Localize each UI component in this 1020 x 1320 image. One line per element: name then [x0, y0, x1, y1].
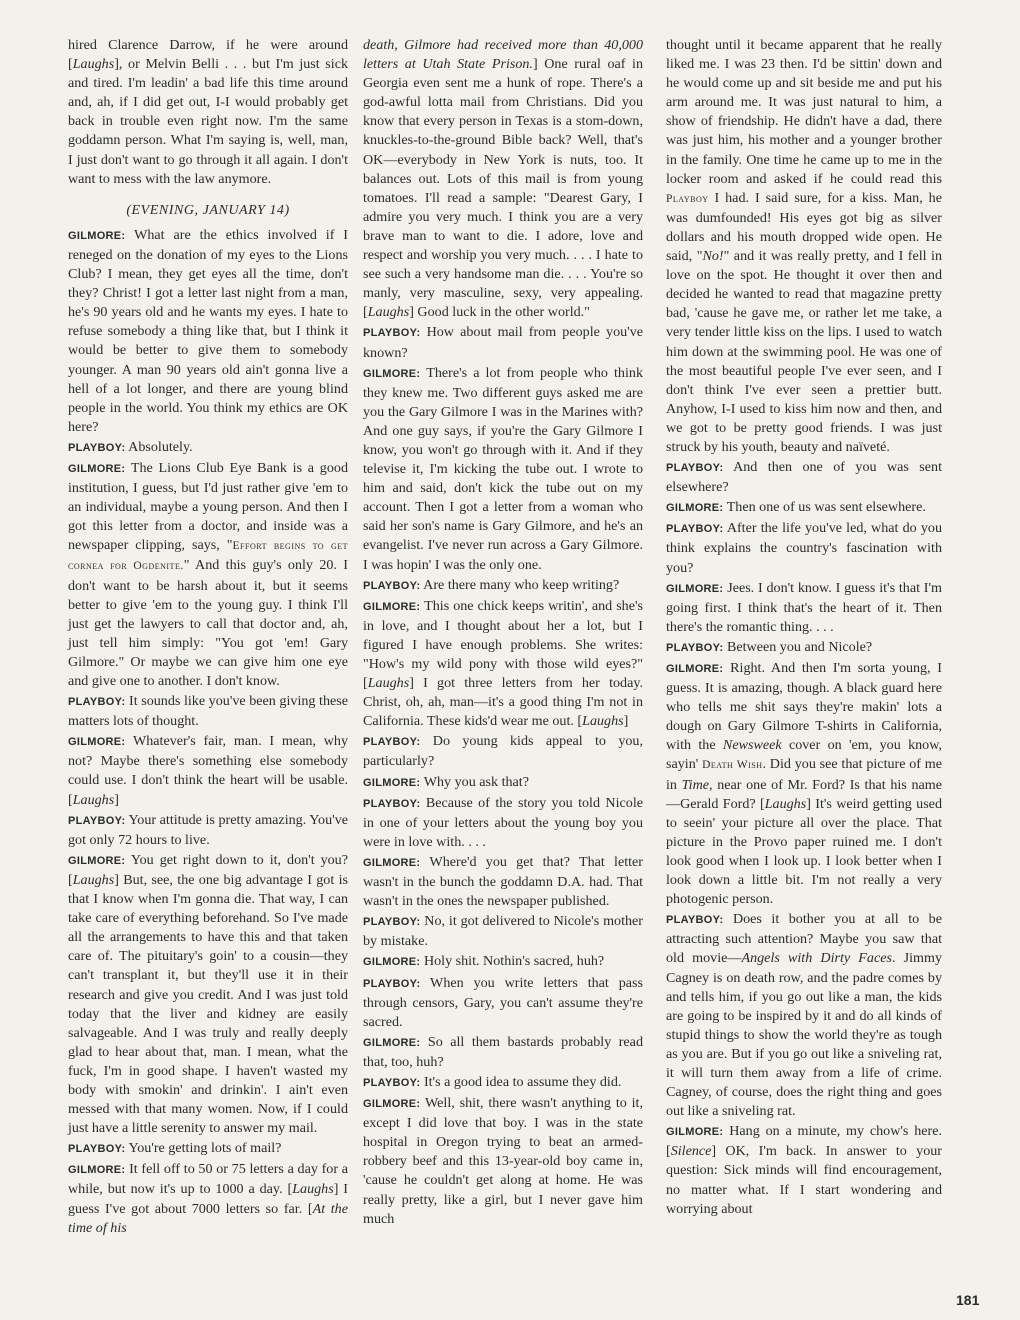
speaker-label: GILMORE:: [666, 1126, 724, 1139]
paragraph: PLAYBOY: And then one of you was sent elsewhere?: [666, 459, 943, 496]
speaker-label: PLAYBOY:: [363, 977, 421, 990]
paragraph: death, Gilmore had received more than 40,000 letters at Utah State Prison.] One rural oaf in Georgia even sent me a hunk of rope. There's a god-awful lotta mail from Christians. Did you know that every person in Texas is a stom-down, knuckles-to-the-ground Bible back? Well, that's OK—everybody in New York is nuts, too. It balances out. Lots of this mail is from young tomatoes. I'll read a sample: "Dearest Gary, I admire you very much. I think you are a very brave man to want to die. I adore, love and respect and worship you very much. . . . I hate to see such a very handsome man die. . . . You're so manly, very masculine, sexy, very appealing. [Laughs] Good luck in the other world.": [363, 37, 643, 321]
paragraph: PLAYBOY: Your attitude is pretty amazing. You've got only 72 hours to live.: [68, 811, 348, 848]
column-2: [363, 36, 643, 1229]
paragraph: GILMORE: Jees. I don't know. I guess it's that I'm going first. I think that's the heart of it. Then there's the romantic thing. . . .: [666, 579, 942, 635]
paragraph: PLAYBOY: Because of the story you told Nicole in one of your letters about the young boy you were in love with. . . .: [363, 794, 643, 850]
speaker-label: GILMORE:: [666, 663, 724, 675]
speaker-label: PLAYBOY:: [666, 523, 724, 536]
speaker-label: GILMORE:: [666, 582, 724, 595]
speaker-label: PLAYBOY:: [68, 1143, 126, 1156]
speaker-label: GILMORE:: [363, 367, 421, 380]
paragraph: PLAYBOY: It sounds like you've been giving these matters lots of thought.: [68, 693, 348, 730]
paragraph: PLAYBOY: How about mail from people you've known?: [363, 324, 644, 361]
column-3: [666, 36, 942, 1219]
paragraph: GILMORE: It fell off to 50 or 75 letters a day for a while, but now it's up to 1000 a day. [Laughs] I guess I've got about 7000 letters so far. [At the time of his: [68, 1161, 348, 1236]
paragraph: GILMORE: Why you ask that?: [363, 773, 529, 790]
speaker-label: PLAYBOY:: [666, 462, 724, 475]
speaker-label: GILMORE:: [68, 462, 126, 475]
paragraph: GILMORE: Then one of us was sent elsewhere.: [666, 499, 926, 516]
speaker-label: PLAYBOY:: [666, 914, 724, 927]
page-number: 181: [956, 1292, 980, 1308]
speaker-label: PLAYBOY:: [666, 641, 724, 654]
paragraph: PLAYBOY: Does it bother you at all to be attracting such attention? Maybe you saw that old movie—Angels with Dirty Faces. Jimmy Cagney is on death row, and the padre comes by and tells him, if you go out like a man, the kids are going to be inspired by it and do all kinds of stupid things to show the world they're as tough as you are. But if you go out like a sniveling rat, it will turn them away from a life of crime. Cagney, of course, does the right thing and goes out like a sniveling rat.: [666, 911, 943, 1120]
speaker-label: PLAYBOY:: [363, 736, 421, 749]
section-date-heading: (EVENING, JANUARY 14): [126, 201, 290, 218]
speaker-label: GILMORE:: [68, 229, 126, 242]
speaker-label: PLAYBOY:: [363, 916, 421, 929]
paragraph: PLAYBOY: Are there many who keep writing?: [363, 576, 620, 593]
speaker-label: PLAYBOY:: [363, 579, 421, 592]
speaker-label: PLAYBOY:: [68, 441, 126, 454]
paragraph: GILMORE: So all them bastards probably read that, too, huh?: [363, 1033, 643, 1070]
speaker-label: GILMORE:: [363, 600, 421, 613]
column-1: [68, 36, 348, 1238]
paragraph: GILMORE: This one chick keeps writin', and she's in love, and I thought about her a lot, but I figured I have enough problems. She writes: "How's my wild pony with those wild eyes?" [Laughs] I got three letters from her today. Christ, oh, ah, man—it's a good thing I'm not in California. These kids'd wear me out. [Laughs]: [363, 597, 643, 730]
paragraph: PLAYBOY: Between you and Nicole?: [666, 638, 873, 655]
paragraph: PLAYBOY: You're getting lots of mail?: [68, 1140, 282, 1157]
speaker-label: PLAYBOY:: [363, 327, 421, 340]
paragraph: PLAYBOY: When you write letters that pass through censors, Gary, you can't assume they're sacred.: [363, 974, 643, 1030]
paragraph: GILMORE: Where'd you get that? That letter wasn't in the bunch the goddamn D.A. had. That wasn't in the ones the newspaper published.: [363, 853, 643, 910]
speaker-label: GILMORE:: [363, 1036, 421, 1049]
speaker-label: GILMORE:: [68, 736, 126, 749]
speaker-label: GILMORE:: [68, 1164, 126, 1177]
paragraph: GILMORE: Right. And then I'm sorta young, I guess. It is amazing, though. A black guard here who tells me shit says they're makin' lots a dough on Gary Gilmore T-shirts in California, with the Newsweek cover on 'em, you know, sayin' Death Wish. Did you see that picture of me in Time, near one of Mr. Ford? Is that his name—Gerald Ford? [Laughs] It's weird getting used to seein' your picture all over the place. That picture in the Provo paper ruined me. I don't look good when I look up. I look better when I look down a little bit. I'm not really a very photogenic person.: [666, 660, 943, 908]
shirt-slogan: Death Wish: [702, 759, 763, 772]
speaker-label: GILMORE:: [363, 956, 421, 969]
paragraph: PLAYBOY: No, it got delivered to Nicole's mother by mistake.: [363, 913, 643, 950]
paragraph: PLAYBOY: Absolutely.: [68, 438, 193, 455]
paragraph: GILMORE: What are the ethics involved if I reneged on the donation of my eyes to the Lions Club? I mean, they get eyes all the time, don't they? Christ! I got a letter last night from a man, he's 90 years old and he wants my eyes. I hate to refuse somebody a thing like that, but I think it would be better to give them to somebody younger. A man 90 years old ain't gonna live a hell of a lot longer, and there are young blind people in the world. You think my ethics are OK here?: [68, 226, 348, 435]
headline-quote: Effort begins to get cornea for Ogdenite.: [68, 540, 348, 573]
paragraph: GILMORE: There's a lot from people who think they knew me. Two different guys asked me are you the Gary Gilmore I was in the Marines with? And one guy says, if you're the Gary Gilmore I know, you won't go through with it. And if they televise it, I'm kicking the tube out. I wrote to him and said, don't kick the tube out on my account. Then I got a letter from a woman who said her son's name is Gary Gilmore, and he's an evangelist. I've never run across a Gary Gilmore. I was hopin' I was the only one.: [363, 364, 643, 573]
paragraph: GILMORE: Hang on a minute, my chow's here. [Silence] OK, I'm back. In answer to your question: Sick minds will find encouragement, no matter what. If I start wondering and worrying about: [666, 1123, 942, 1217]
speaker-label: GILMORE:: [363, 1098, 421, 1111]
speaker-label: GILMORE:: [666, 502, 724, 515]
paragraph: GILMORE: Well, shit, there wasn't anything to it, except I did love that boy. I was in the state hospital in Oregon trying to beat an armed-robbery beef and this 13-year-old boy came in, 'cause he couldn't get along at home. He was really pretty, like a girl, but I never gave him much: [363, 1095, 643, 1227]
paragraph: PLAYBOY: After the life you've led, what do you think explains the country's fascination with you?: [666, 520, 942, 576]
paragraph: GILMORE: You get right down to it, don't you? [Laughs] But, see, the one big advantage I got is that I know when I'm gonna die. That way, I can take care of everything beforehand. So I've made all the arrangements to have this and that taken care of. The pituitary's goin' to a cousin—they can't transplant it, but they'll use it in their research and give you credit. And I was just told today that the liver and kidney are easily salvageable. And I was truly and really deeply glad to hear about that, man. I mean, what the fuck, I'm in good shape. I haven't wasted my body with smokin' and drinkin'. I ain't even messed with that many women. Now, if I could just have a little serenity to answer my mail.: [68, 851, 348, 1137]
paragraph: GILMORE: Whatever's fair, man. I mean, why not? Maybe there's something else somebody could use. I don't think the heart will be usable. [Laughs]: [68, 733, 348, 808]
speaker-label: PLAYBOY:: [363, 797, 421, 810]
paragraph: PLAYBOY: Do young kids appeal to you, particularly?: [363, 733, 643, 770]
speaker-label: GILMORE:: [363, 856, 421, 869]
speaker-label: PLAYBOY:: [68, 696, 126, 709]
speaker-label: GILMORE:: [363, 776, 421, 789]
speaker-label: PLAYBOY:: [68, 814, 126, 827]
paragraph: GILMORE: The Lions Club Eye Bank is a good institution, I guess, but I'd just rather give 'em to an individual, maybe a young person. And then I got this letter from a doctor, and inside was a newspaper clipping, says, "Effort begins to get cornea for Ogdenite." And this guy's only 20. I don't want to be harsh about it, but it seems better to give 'em to the young guy. I think I'll just get the lawyers to call that doctor and, ah, just tell him simply: "You got 'em! Gary Gilmore." Or maybe we can give him one eye and give one to another. I don't know.: [68, 459, 348, 689]
paragraph: hired Clarence Darrow, if he were around [Laughs], or Melvin Belli . . . but I'm just sick and tired. I'm leadin' a bad life this time around and, ah, if I did get out, I-I would probably get back in trouble even right now. I'm the same goddamn person. What I'm saying is, well, man, I just don't want to go through it all again. I don't want to mess with the law anymore.: [68, 37, 348, 187]
paragraph: GILMORE: Holy shit. Nothin's sacred, huh?: [363, 953, 605, 970]
paragraph: PLAYBOY: It's a good idea to assume they did.: [363, 1073, 622, 1090]
magazine-name: Playboy: [666, 192, 709, 205]
speaker-label: GILMORE:: [68, 854, 126, 867]
speaker-label: PLAYBOY:: [363, 1076, 421, 1089]
paragraph: thought until it became apparent that he really liked me. I was 23 then. I'd be sittin' down and he would come up and sit beside me and put his arm around me. It was just natural to him, a show of friendship. He didn't have a dad, there was just him, his mother and a younger brother in the family. One time he came up to me in the locker room and asked if he could read this Playboy I had. I said sure, for a kiss. Man, he was dumfounded! His eyes got big as silver dollars and his mouth dropped wide open. He said, "No!" and it was really pretty, and I fell in love on the spot. He thought it over then and decided he wanted to read that magazine pretty bad, 'cause he gave me, or rather let me take, a very tender little kiss on the lips. I used to watch him down at the swimming pool. He was one of the most beautiful people I've ever seen, and I don't think I've ever seen a prettier butt. Anyhow, I-I used to kiss him now and then, and we got to be pretty good friends. I was just struck by his youth, beauty and naïveté.: [666, 37, 942, 455]
